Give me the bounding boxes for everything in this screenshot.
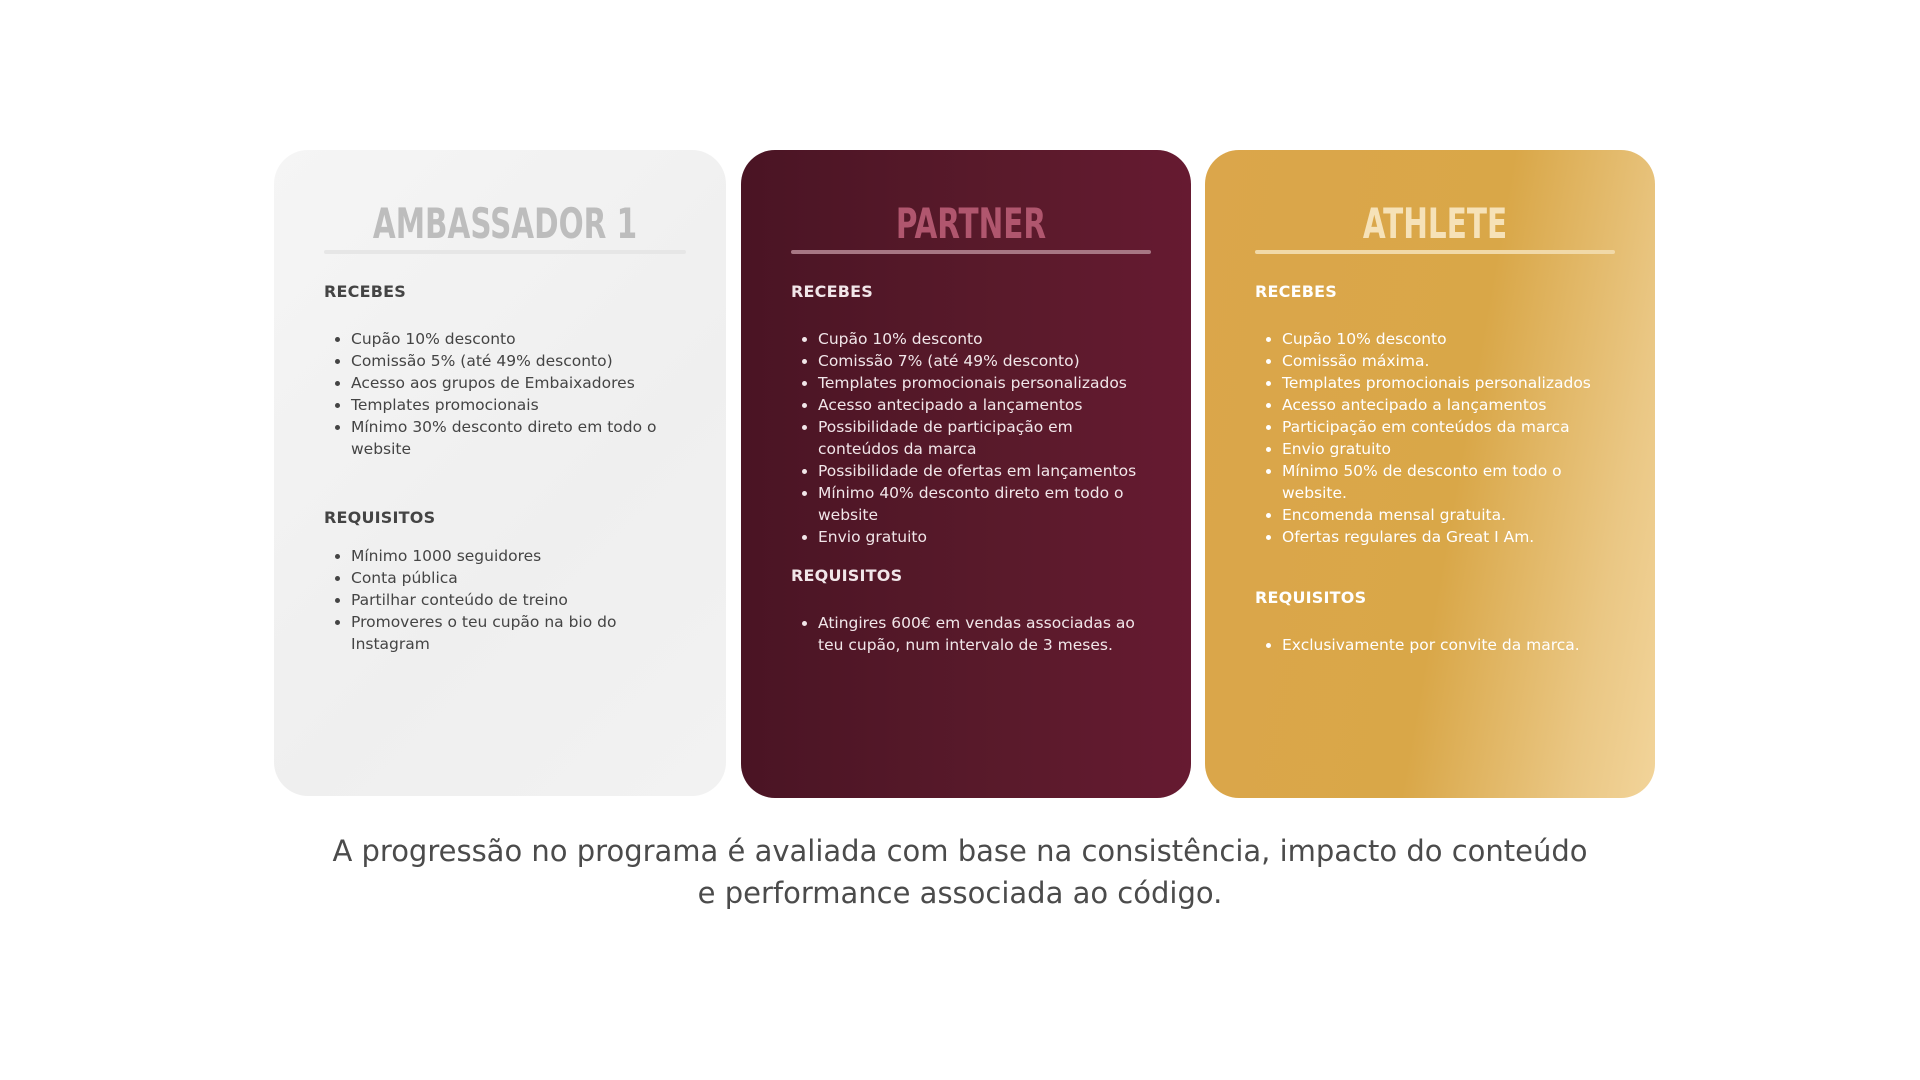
list-item: • Possibilidade de participação em conteúdos da marca xyxy=(818,416,1151,460)
list-item: • Promoveres o teu cupão na bio do Instagram xyxy=(351,611,686,655)
receives-label: RECEBES xyxy=(324,282,406,301)
list-item: • Encomenda mensal gratuita. xyxy=(1282,504,1615,526)
receives-list xyxy=(791,328,1151,548)
list-item: • Templates promocionais personalizados xyxy=(1282,372,1615,394)
list-item: • Comissão 7% (até 49% desconto) xyxy=(818,350,1151,372)
list-item: • Cupão 10% desconto xyxy=(351,328,686,350)
list-item: • Possibilidade de ofertas em lançamentos xyxy=(818,460,1151,482)
list-item: • Templates promocionais personalizados xyxy=(818,372,1151,394)
title-divider xyxy=(791,250,1151,254)
list-item: • Envio gratuito xyxy=(818,526,1151,548)
list-item: • Exclusivamente por convite da marca. xyxy=(1282,634,1615,656)
list-item: • Comissão 5% (até 49% desconto) xyxy=(351,350,686,372)
requirements-label: REQUISITOS xyxy=(791,566,903,585)
requirements-label: REQUISITOS xyxy=(1255,588,1367,607)
list-item: • Participação em conteúdos da marca xyxy=(1282,416,1615,438)
requirements-list xyxy=(791,612,1151,656)
list-item: • Mínimo 40% desconto direto em todo o website xyxy=(818,482,1151,526)
list-item: • Conta pública xyxy=(351,567,686,589)
receives-list xyxy=(1255,328,1615,548)
receives-list xyxy=(324,328,686,460)
list-item: • Acesso antecipado a lançamentos xyxy=(1282,394,1615,416)
progression-note xyxy=(0,830,1920,914)
tier-title: PARTNER xyxy=(895,199,1047,248)
list-item: • Partilhar conteúdo de treino xyxy=(351,589,686,611)
title-divider xyxy=(1255,250,1615,254)
list-item: • Atingires 600€ em vendas associadas ao teu cupão, num intervalo de 3 meses. xyxy=(818,612,1151,656)
list-item: • Mínimo 1000 seguidores xyxy=(351,545,686,567)
tier-card-partner xyxy=(741,150,1191,798)
tier-card-athlete xyxy=(1205,150,1655,798)
requirements-list xyxy=(324,545,686,655)
tier-card-ambassador xyxy=(274,150,726,796)
list-item: • Comissão máxima. xyxy=(1282,350,1615,372)
tier-title: ATHLETE xyxy=(1362,199,1508,248)
receives-label: RECEBES xyxy=(1255,282,1337,301)
list-item: • Acesso aos grupos de Embaixadores xyxy=(351,372,686,394)
list-item: • Mínimo 30% desconto direto em todo o website xyxy=(351,416,686,460)
list-item: • Ofertas regulares da Great I Am. xyxy=(1282,526,1615,548)
list-item: • Acesso antecipado a lançamentos xyxy=(818,394,1151,416)
progression-note-line-2: e performance associada ao código. xyxy=(697,876,1223,910)
list-item: • Templates promocionais xyxy=(351,394,686,416)
receives-label: RECEBES xyxy=(791,282,873,301)
tier-title: AMBASSADOR 1 xyxy=(372,199,638,248)
list-item: • Mínimo 50% de desconto em todo o website. xyxy=(1282,460,1615,504)
requirements-label: REQUISITOS xyxy=(324,508,436,527)
list-item: • Envio gratuito xyxy=(1282,438,1615,460)
list-item: • Cupão 10% desconto xyxy=(818,328,1151,350)
requirements-list xyxy=(1255,634,1615,656)
progression-note-line-1: A progressão no programa é avaliada com base na consistência, impacto do conteúdo xyxy=(332,834,1588,868)
title-divider xyxy=(324,250,686,254)
list-item: • Cupão 10% desconto xyxy=(1282,328,1615,350)
